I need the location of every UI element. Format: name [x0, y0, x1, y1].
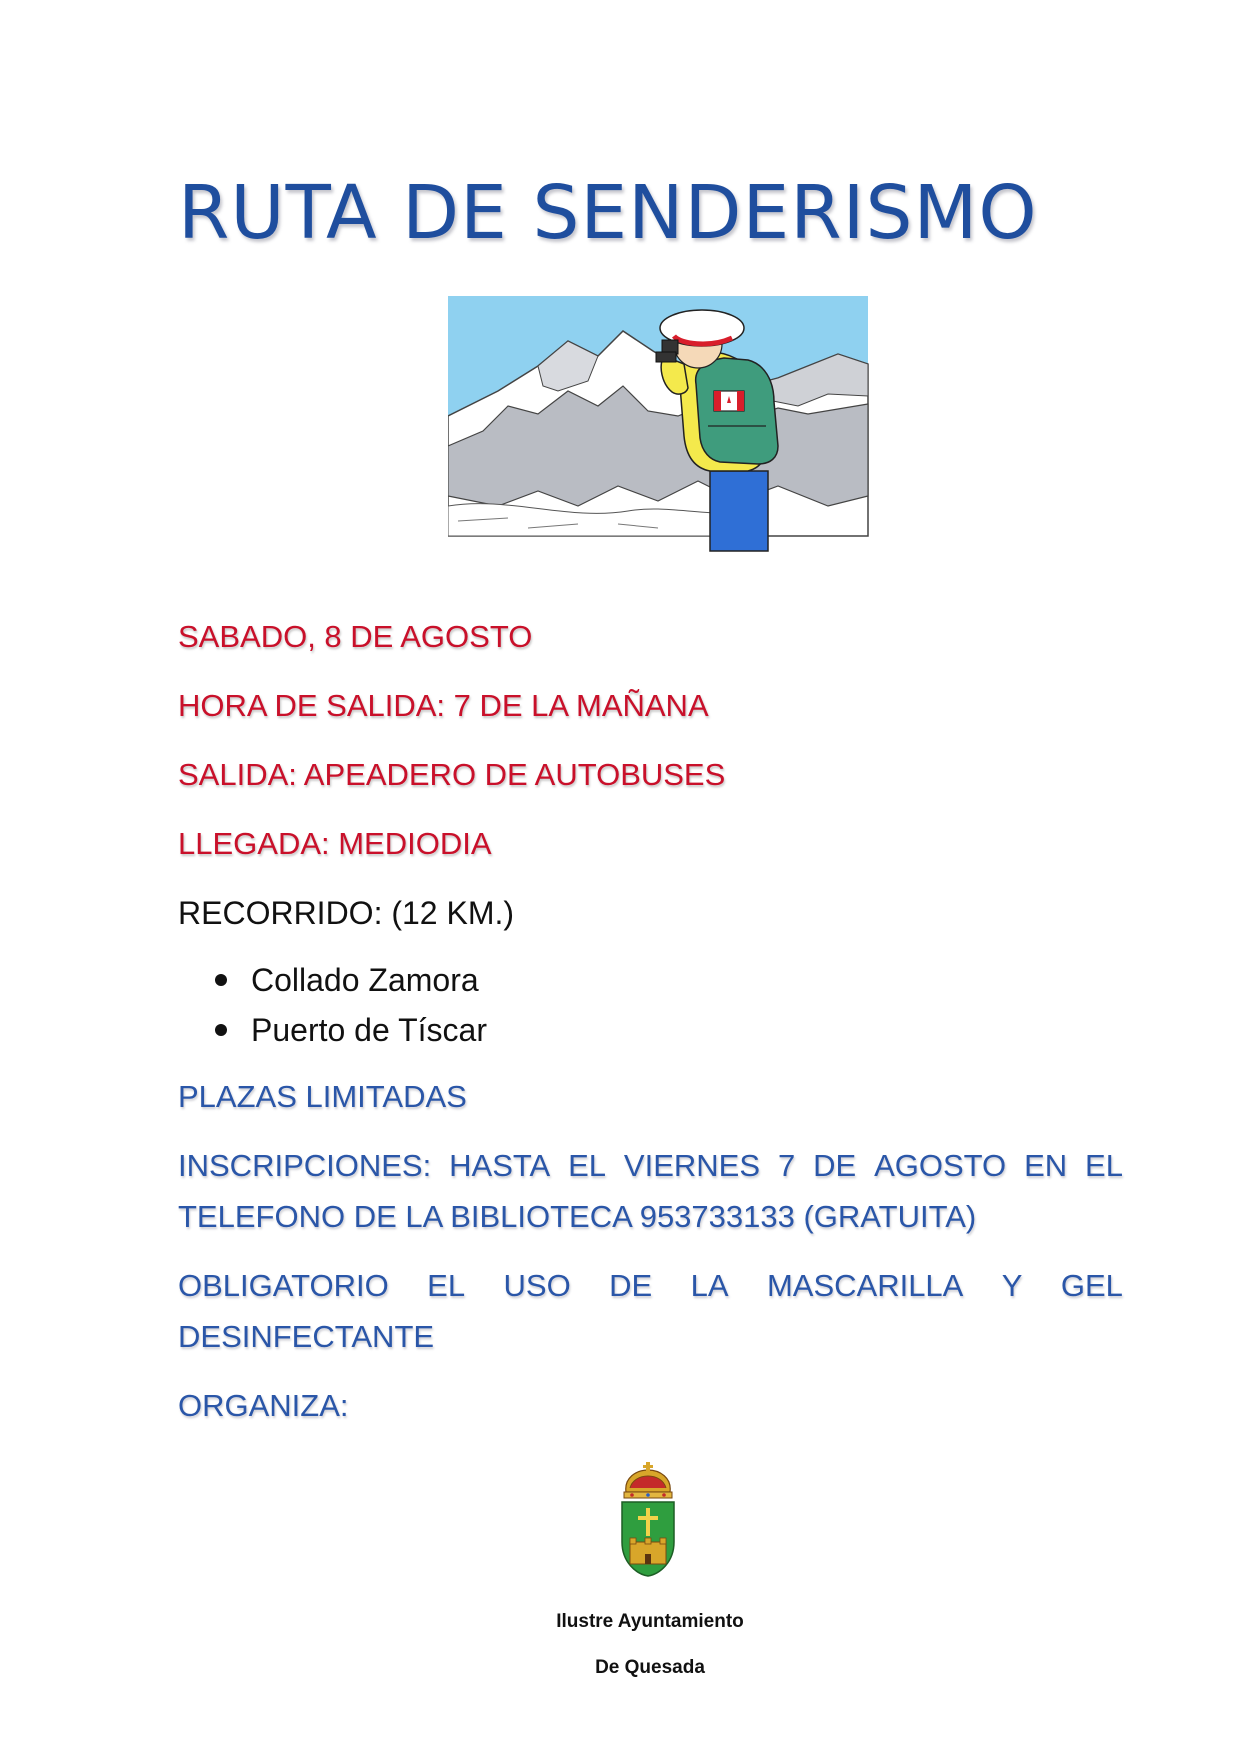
- hiker-mountains-illustration: [448, 296, 968, 596]
- route-stop-label: Collado Zamora: [251, 962, 479, 998]
- registration-line-1: [178, 1146, 1123, 1186]
- route-stop: [215, 960, 479, 1000]
- mask-line-1: [178, 1266, 1123, 1306]
- registration-word: DE: [813, 1148, 857, 1183]
- mask-word: GEL: [1060, 1268, 1123, 1303]
- registration-line-2: TELEFONO DE LA BIBLIOTECA 953733133 (GRATUITA): [178, 1199, 977, 1234]
- mask-word: EL: [427, 1268, 466, 1303]
- poster-title: RUTA DE SENDERISMO: [178, 170, 1038, 256]
- bullet-icon: [215, 1024, 227, 1036]
- registration-word: EL: [568, 1148, 607, 1183]
- departure-time: HORA DE SALIDA: 7 DE LA MAÑANA: [178, 688, 709, 723]
- mask-word: DE: [609, 1268, 653, 1303]
- bullet-icon: [215, 974, 227, 986]
- organizer-name-line-2: De Quesada: [595, 1657, 705, 1678]
- route-stop-label: Puerto de Tíscar: [251, 1012, 487, 1048]
- date-line: SABADO, 8 DE AGOSTO: [178, 619, 533, 654]
- organizer-label: ORGANIZA:: [178, 1388, 349, 1423]
- limited-places: PLAZAS LIMITADAS: [178, 1079, 467, 1114]
- registration-word: HASTA: [449, 1148, 551, 1183]
- arrival-time: LLEGADA: MEDIODIA: [178, 826, 492, 861]
- coat-of-arms-icon: [616, 1462, 680, 1578]
- mask-word: USO: [503, 1268, 571, 1303]
- registration-word: AGOSTO: [874, 1148, 1007, 1183]
- mask-word: MASCARILLA: [766, 1268, 964, 1303]
- route-stop: [215, 1010, 487, 1050]
- mask-word: LA: [690, 1268, 729, 1303]
- registration-word: 7: [777, 1148, 796, 1183]
- organizer-name-line-1: Ilustre Ayuntamiento: [556, 1611, 744, 1632]
- registration-word: VIERNES: [623, 1148, 761, 1183]
- registration-word: EN: [1024, 1148, 1068, 1183]
- departure-place: SALIDA: APEADERO DE AUTOBUSES: [178, 757, 726, 792]
- mask-word: Y: [1001, 1268, 1023, 1303]
- registration-word: EL: [1085, 1148, 1123, 1183]
- route-label: RECORRIDO: (12 KM.): [178, 895, 515, 931]
- registration-word: INSCRIPCIONES:: [178, 1148, 432, 1183]
- mask-word: OBLIGATORIO: [178, 1268, 389, 1303]
- mask-line-2: DESINFECTANTE: [178, 1319, 435, 1354]
